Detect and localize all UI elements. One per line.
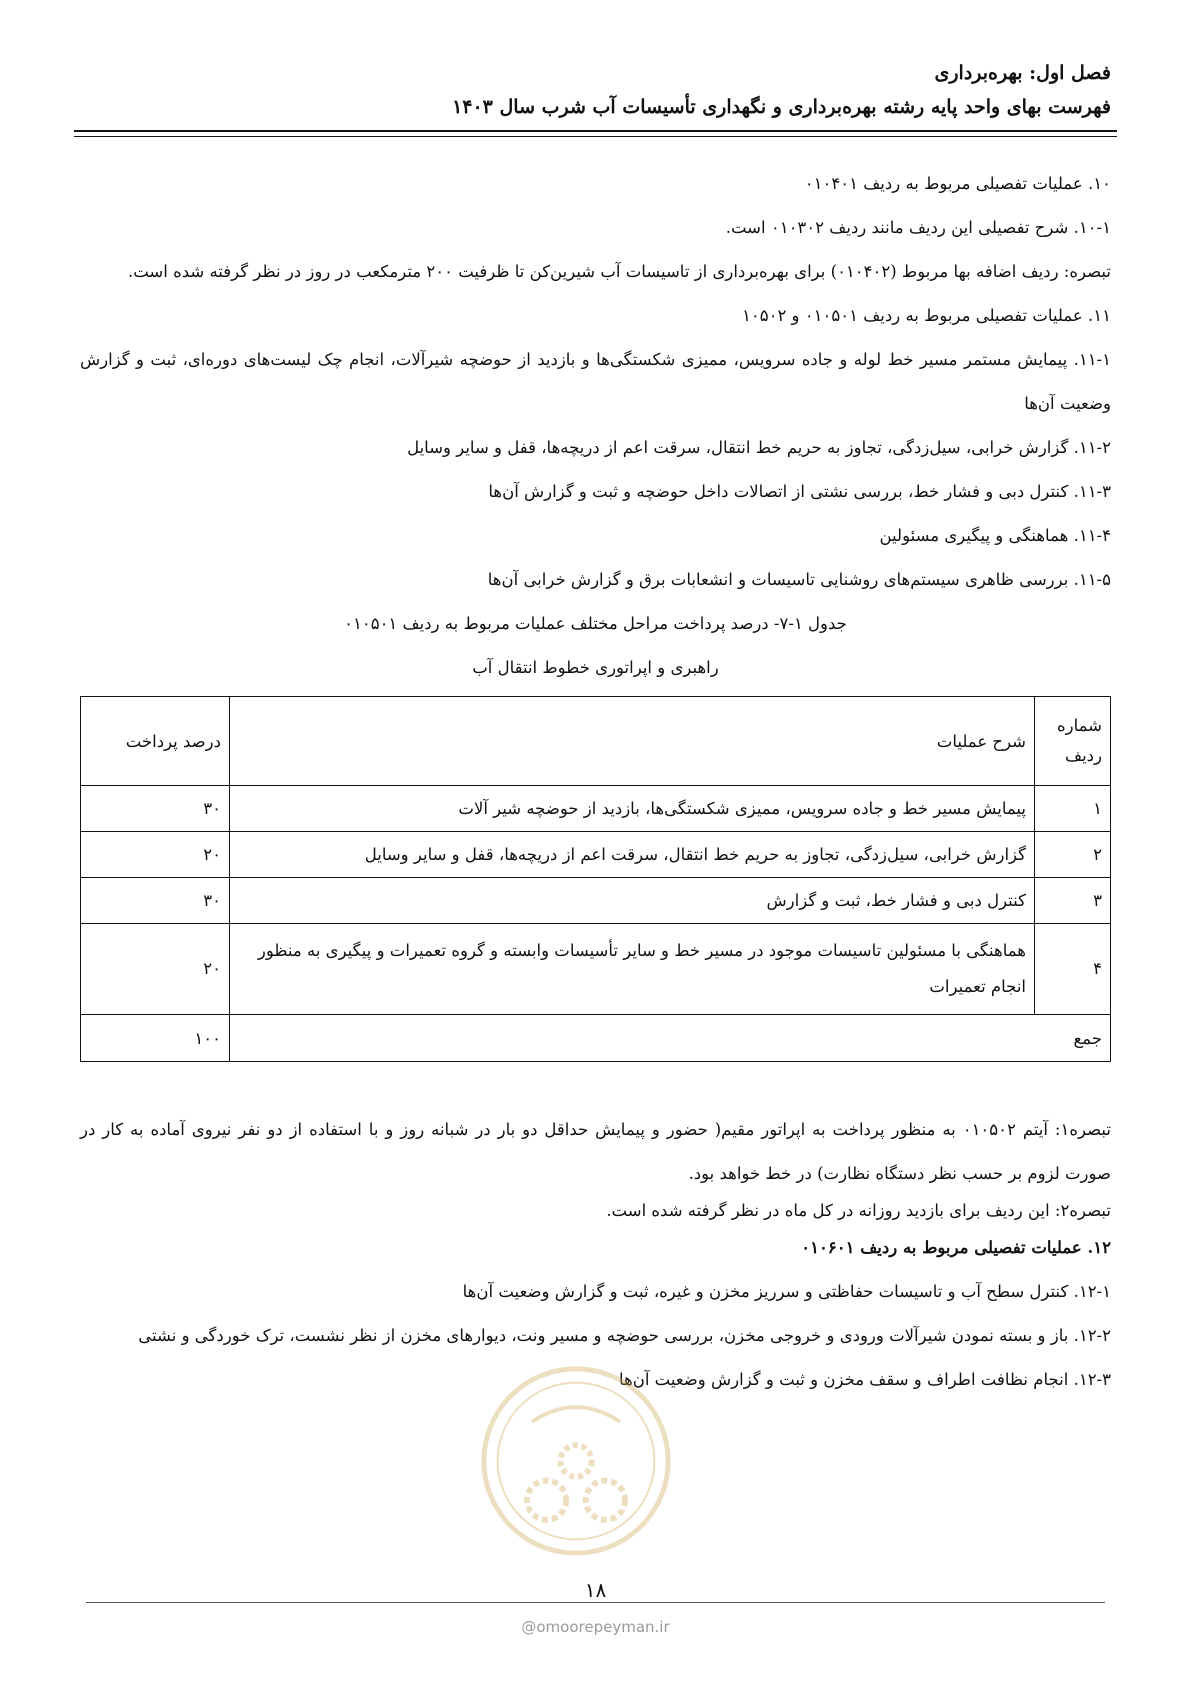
item-11-1: ۱۱-۱. پیمایش مستمر مسیر خط لوله و جاده سرویس، ممیزی شکستگی‌ها و بازدید از حوضچه شیرآلات، انجام چک لیست‌های دوره‌ای، ثبت و گزارش وضعیت آن‌ها — [80, 350, 1111, 413]
item-11-4: ۱۱-۴. هماهنگی و پیگیری مسئولین — [879, 526, 1111, 545]
notes-block — [80, 1108, 1111, 1402]
row-number: ۳ — [1035, 878, 1111, 924]
row-description: پیمایش مسیر خط و جاده سرویس، ممیزی شکستگی‌ها، بازدید از حوضچه شیر آلات — [230, 786, 1035, 832]
watermark-url: @omoorepeyman.ir — [521, 1618, 670, 1636]
section-11-heading: ۱۱. عملیات تفصیلی مربوط به ردیف ۰۱۰۵۰۱ و ۱۰۵۰۲ — [742, 306, 1111, 325]
row-number: ۱ — [1035, 786, 1111, 832]
page-number: ۱۸ — [584, 1578, 607, 1602]
row-percent: ۳۰ — [81, 878, 230, 924]
row-description: هماهنگی با مسئولین تاسیسات موجود در مسیر خط و سایر تأسیسات وابسته و گروه تعمیرات و پیگیری به منظور انجام تعمیرات — [230, 924, 1035, 1015]
item-12-3: ۱۲-۳. انجام نظافت اطراف و سقف مخزن و ثبت و گزارش وضعیت آن‌ها — [618, 1370, 1111, 1389]
item-12-1: ۱۲-۱. کنترل سطح آب و تاسیسات حفاظتی و سرریز مخزن و غیره، ثبت و گزارش وضعیت آن‌ها — [462, 1282, 1111, 1301]
header-rule-thick — [74, 130, 1117, 132]
table-row — [81, 832, 1111, 878]
main-content — [80, 162, 1111, 1402]
operations-table — [80, 696, 1111, 1062]
sum-value: ۱۰۰ — [81, 1015, 230, 1062]
footer-rule — [86, 1602, 1105, 1603]
row-percent: ۲۰ — [81, 832, 230, 878]
table-caption: جدول ۱-۷- درصد پرداخت مراحل مختلف عملیات مربوط به ردیف ۰۱۰۵۰۱ — [344, 614, 847, 633]
table-row — [81, 924, 1111, 1015]
header-payment-percent: درصد پرداخت — [81, 697, 230, 786]
section-10-heading: ۱۰. عملیات تفصیلی مربوط به ردیف ۰۱۰۴۰۱ — [804, 174, 1111, 193]
header-rule-thin — [74, 136, 1117, 137]
table-header-row — [81, 697, 1111, 786]
table-row — [81, 878, 1111, 924]
document-title: فهرست بهای واحد پایه رشته بهره‌برداری و نگهداری تأسیسات آب شرب سال ۱۴۰۳ — [452, 96, 1111, 118]
note-2: تبصره۲: این ردیف برای بازدید روزانه در کل ماه در نظر گرفته شده است. — [606, 1201, 1111, 1220]
header-row-number: شماره ردیف — [1035, 697, 1111, 786]
note-10: تبصره: ردیف اضافه بها مربوط (۰۱۰۴۰۲) برای بهره‌برداری از تاسیسات آب شیرین‌کن تا ظرفیت ۲۰۰ مترمکعب در روز در نظر گرفته شده است. — [127, 262, 1111, 281]
row-percent: ۳۰ — [81, 786, 230, 832]
item-11-5: ۱۱-۵. بررسی ظاهری سیستم‌های روشنایی تاسیسات و انشعابات برق و گزارش خرابی آن‌ها — [487, 570, 1111, 589]
header-description: شرح عملیات — [230, 697, 1035, 786]
table-row — [81, 786, 1111, 832]
sum-label: جمع — [230, 1015, 1111, 1062]
item-11-3: ۱۱-۳. کنترل دبی و فشار خط، بررسی نشتی از اتصالات داخل حوضچه و ثبت و گزارش آن‌ها — [488, 482, 1111, 501]
note-1: تبصره۱: آیتم ۰۱۰۵۰۲ به منظور پرداخت به اپراتور مقیم( حضور و پیمایش حداقل دو بار در شبانه روز و با استفاده از دو نفر نیروی آماده به کار در صورت لزوم بر حسب نظر دستگاه نظارت) در خط خواهد بود. — [80, 1120, 1111, 1183]
item-10-1: ۱۰-۱. شرح تفصیلی این ردیف مانند ردیف ۰۱۰۳۰۲ است. — [725, 218, 1111, 237]
row-percent: ۲۰ — [81, 924, 230, 1015]
section-12-heading: ۱۲. عملیات تفصیلی مربوط به ردیف ۰۱۰۶۰۱ — [801, 1238, 1111, 1257]
row-description: گزارش خرابی، سیل‌زدگی، تجاوز به حریم خط انتقال، سرقت اعم از دریچه‌ها، قفل و سایر وسایل — [230, 832, 1035, 878]
row-number: ۲ — [1035, 832, 1111, 878]
watermark-seal-icon — [478, 1363, 674, 1559]
item-12-2: ۱۲-۲. باز و بسته نمودن شیرآلات ورودی و خروجی مخزن، بررسی حوضچه و مسیر ونت، دیوارهای مخزن از نظر نشست، ترک خوردگی و نشتی — [138, 1326, 1111, 1345]
row-description: کنترل دبی و فشار خط، ثبت و گزارش — [230, 878, 1035, 924]
item-11-2: ۱۱-۲. گزارش خرابی، سیل‌زدگی، تجاوز به حریم خط انتقال، سرقت اعم از دریچه‌ها، قفل و سایر وسایل — [407, 438, 1111, 457]
table-sum-row — [81, 1015, 1111, 1062]
chapter-header: فصل اول: بهره‌برداری — [934, 62, 1111, 84]
table-subcaption: راهبری و اپراتوری خطوط انتقال آب — [472, 658, 719, 677]
row-number: ۴ — [1035, 924, 1111, 1015]
